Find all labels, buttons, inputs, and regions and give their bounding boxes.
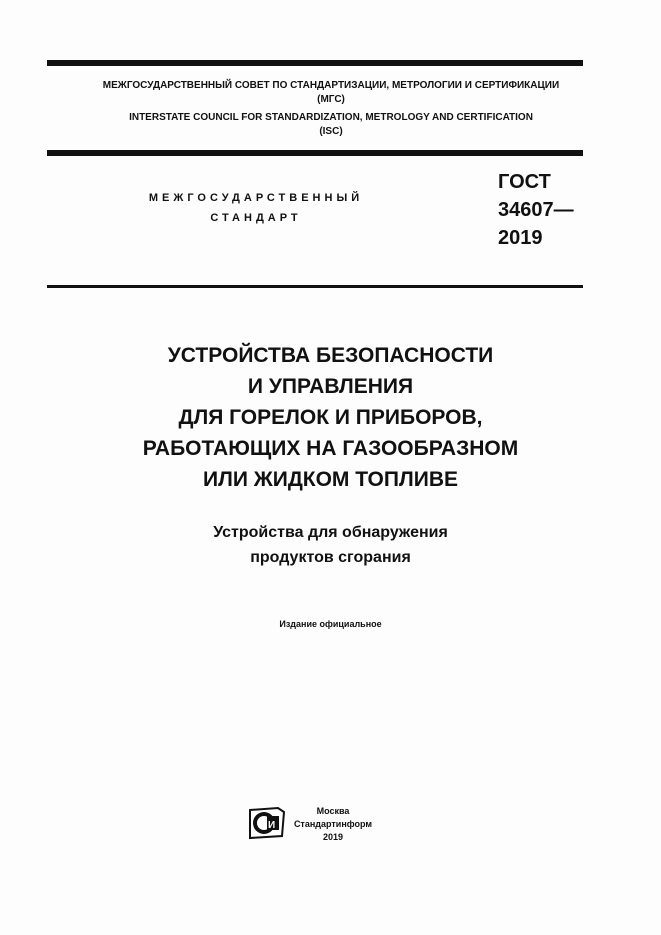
title-line: РАБОТАЮЩИХ НА ГАЗООБРАЗНОМ bbox=[142, 437, 519, 460]
subtitle-line: Устройства для обнаружения bbox=[213, 524, 448, 541]
document-subtitle bbox=[0, 520, 661, 570]
gost-number: 34607— bbox=[498, 199, 574, 221]
title-line: И УПРАВЛЕНИЯ bbox=[247, 375, 414, 398]
council-en-abbr: (ISC) bbox=[319, 126, 343, 137]
standard-type-line1: МЕЖГОСУДАРСТВЕННЫЙ bbox=[148, 192, 364, 204]
document-title bbox=[0, 340, 661, 495]
edition-label: Издание официальное bbox=[279, 619, 382, 629]
publisher-name: Стандартинформ bbox=[293, 819, 373, 829]
title-line: УСТРОЙСТВА БЕЗОПАСНОСТИ bbox=[167, 344, 494, 367]
council-ru-abbr: (МГС) bbox=[317, 94, 345, 105]
subtitle-line: продуктов сгорания bbox=[250, 549, 411, 566]
second-rule bbox=[47, 150, 583, 156]
gost-label: ГОСТ bbox=[498, 171, 551, 193]
publisher-city: Москва bbox=[316, 806, 350, 816]
third-rule bbox=[47, 285, 583, 288]
council-ru: МЕЖГОСУДАРСТВЕННЫЙ СОВЕТ ПО СТАНДАРТИЗАЦИИ, МЕТРОЛОГИИ И СЕРТИФИКАЦИИ bbox=[102, 80, 560, 91]
top-rule bbox=[47, 60, 583, 66]
title-line: ИЛИ ЖИДКОМ ТОПЛИВЕ bbox=[202, 468, 458, 491]
publisher-year: 2019 bbox=[322, 832, 344, 842]
standard-type-line2: СТАНДАРТ bbox=[210, 212, 302, 224]
svg-text:И: И bbox=[268, 820, 276, 831]
publisher-block bbox=[253, 805, 413, 844]
title-line: ДЛЯ ГОРЕЛОК И ПРИБОРОВ, bbox=[178, 406, 483, 429]
council-en: INTERSTATE COUNCIL FOR STANDARDIZATION, METROLOGY AND CERTIFICATION bbox=[129, 112, 533, 123]
gost-year: 2019 bbox=[498, 227, 543, 249]
